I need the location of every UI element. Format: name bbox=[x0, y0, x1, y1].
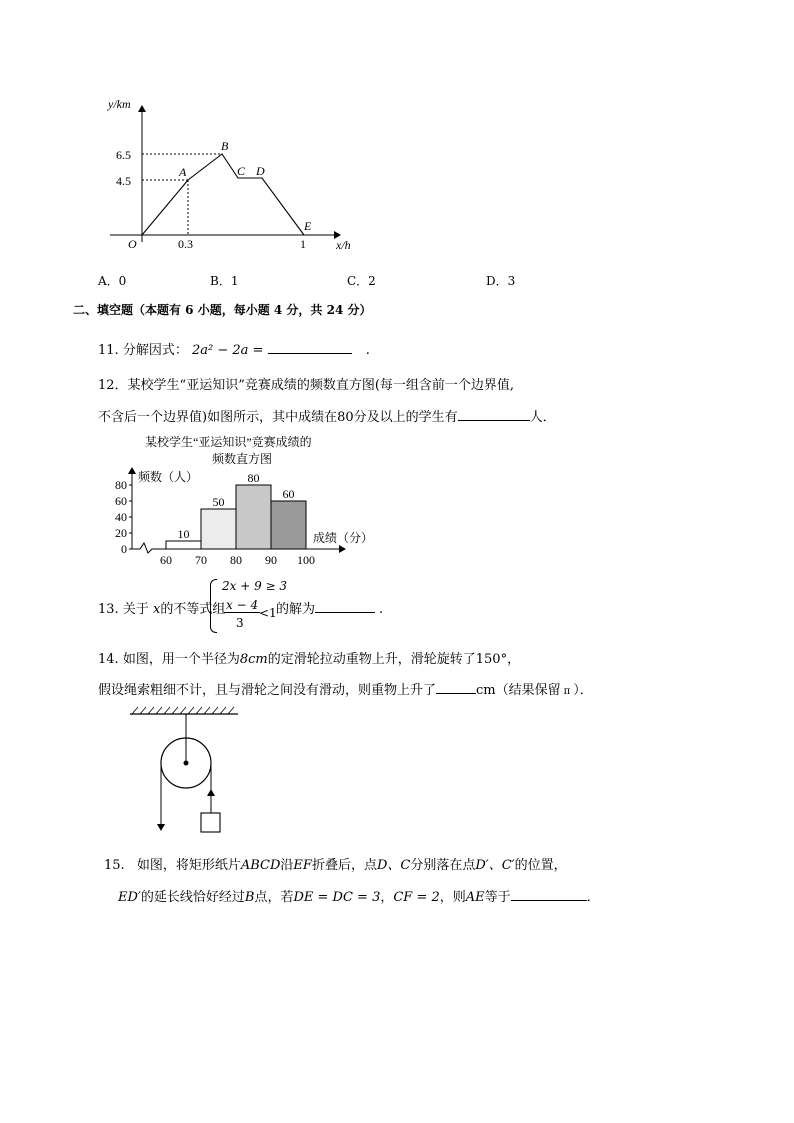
bar-value-label: 80 bbox=[247, 471, 260, 485]
option-b: B．1 bbox=[210, 274, 239, 288]
point-c-label: C bbox=[237, 164, 246, 178]
q14-text1e: ， bbox=[507, 652, 521, 667]
bar-60-70 bbox=[166, 541, 201, 549]
pulley-axle bbox=[184, 761, 189, 766]
q15-rect: ABCD bbox=[240, 858, 281, 873]
x-tick-label: 80 bbox=[230, 553, 242, 567]
weight-block bbox=[201, 813, 220, 832]
q15-cf: CF = 2 bbox=[393, 890, 440, 905]
bar-90-100 bbox=[271, 501, 306, 549]
bar-value-label: 60 bbox=[282, 487, 295, 501]
x-tick-0.3: 0.3 bbox=[178, 237, 193, 251]
q15-answer-blank[interactable] bbox=[511, 900, 587, 901]
q15-comma: ， bbox=[380, 890, 394, 905]
option-a: A．0 bbox=[98, 274, 127, 288]
y-tick-label: 40 bbox=[115, 510, 127, 524]
x-tick-1: 1 bbox=[300, 237, 306, 251]
y-tick-4.5: 4.5 bbox=[116, 174, 131, 188]
chart-title: 某校学生“亚运知识”竞赛成绩的 bbox=[145, 435, 312, 449]
fraction-numerator: x − 4 bbox=[226, 598, 259, 612]
q13-tail bbox=[276, 598, 383, 617]
q12-answer-blank[interactable] bbox=[458, 420, 530, 421]
y-tick-label: 60 bbox=[115, 494, 127, 508]
ceiling-hatching bbox=[132, 707, 234, 714]
q13-text3: 的解为 bbox=[276, 602, 316, 617]
q13-text2: 的不等式组 bbox=[160, 602, 226, 617]
chart-subtitle: 频数直方图 bbox=[212, 452, 273, 466]
brace bbox=[210, 579, 217, 633]
point-a-label: A bbox=[179, 165, 187, 179]
origin-label: O bbox=[128, 237, 137, 251]
y-tick-label: 0 bbox=[121, 542, 127, 556]
q11-answer-blank[interactable] bbox=[268, 353, 352, 354]
q15-text2d: 点，若 bbox=[254, 890, 294, 905]
q12-text1: 某校学生“亚运知识”竞赛成绩的频数直方图(每一组含前一个边界值, bbox=[127, 378, 515, 393]
q12-number: 12． bbox=[98, 378, 128, 393]
q14-text2a: 假设绳索粗细不计，且与滑轮之间没有滑动，则重物上升了 bbox=[98, 683, 437, 698]
route-line bbox=[142, 154, 304, 235]
distance-time-graph bbox=[100, 92, 370, 252]
x-tick-label: 100 bbox=[297, 553, 315, 567]
bar-80-90 bbox=[236, 485, 271, 549]
frequency-histogram bbox=[100, 432, 390, 572]
q12-line1 bbox=[98, 374, 514, 393]
q11-number: 11. bbox=[98, 343, 119, 358]
y-tick-label: 80 bbox=[115, 478, 127, 492]
q15-line2 bbox=[118, 886, 600, 905]
q14-text1c: 的定滑轮拉动重物上升，滑轮旋转了 bbox=[267, 652, 476, 667]
q13-end: . bbox=[379, 602, 384, 617]
q13-variable: x bbox=[152, 602, 161, 617]
q13-answer-blank[interactable] bbox=[315, 612, 375, 613]
q13-text1: 关于 bbox=[122, 602, 149, 617]
q11-end: . bbox=[365, 343, 370, 358]
q13-line bbox=[98, 598, 225, 617]
x-tick-label: 70 bbox=[195, 553, 207, 567]
q14-radius: 8cm bbox=[239, 652, 268, 667]
q15-line1 bbox=[104, 854, 567, 873]
inequality-1: 2x + 9 ≥ 3 bbox=[222, 579, 288, 593]
section-heading: 二、填空题（本题有 6 小题，每小题 4 分，共 24 分） bbox=[73, 303, 372, 317]
q14-number: 14. bbox=[98, 652, 119, 667]
pulley-figure bbox=[120, 702, 250, 840]
q15-end: ． bbox=[586, 890, 600, 905]
q12-text2d: 人． bbox=[529, 410, 556, 425]
bar-value-label: 50 bbox=[212, 495, 225, 509]
q14-text1a: 如图，用一个半径为 bbox=[122, 652, 240, 667]
x-axis-title: 成绩（分） bbox=[313, 531, 374, 545]
option-c: C．2 bbox=[347, 274, 376, 288]
point-d-label: D bbox=[256, 164, 265, 178]
bar-value-label: 10 bbox=[177, 527, 190, 541]
y-axis-label: y/km bbox=[108, 97, 131, 111]
x-axis-label: x/h bbox=[336, 238, 351, 252]
q14-line1 bbox=[98, 648, 520, 667]
bar-70-80 bbox=[201, 509, 236, 549]
q11-expression: 2a² − 2a = bbox=[191, 343, 264, 358]
q15-text1d: 的位置， bbox=[514, 858, 567, 873]
q15-de-dc: DE = DC = 3 bbox=[293, 890, 381, 905]
q12-text2a: 不含后一个边界值)如图所示，其中成绩在 bbox=[98, 410, 338, 425]
fraction-denominator: 3 bbox=[236, 616, 244, 630]
q15-text2b: 的延长线恰好经过 bbox=[140, 890, 245, 905]
axis-break bbox=[132, 543, 158, 553]
q14-line2 bbox=[98, 679, 593, 698]
q15-text1c: 分别落在点 bbox=[410, 858, 476, 873]
y-tick-label: 20 bbox=[115, 526, 127, 540]
q15-primed-points: D′、C′ bbox=[475, 858, 515, 873]
q15-along: 沿 bbox=[280, 858, 294, 873]
q15-points: D、C bbox=[376, 858, 411, 873]
q15-number: 15. bbox=[104, 858, 125, 873]
question-11 bbox=[98, 339, 370, 358]
q15-point-b: B bbox=[244, 890, 255, 905]
point-b-label: B bbox=[221, 139, 229, 153]
q14-pi: π bbox=[563, 686, 571, 697]
q14-answer-blank[interactable] bbox=[436, 693, 476, 694]
option-d: D．3 bbox=[486, 274, 516, 288]
q12-text2b: 80 bbox=[337, 410, 354, 425]
q15-text1b: 折叠后，点 bbox=[311, 858, 377, 873]
q14-angle: 150° bbox=[475, 652, 508, 667]
x-tick-label: 90 bbox=[265, 553, 277, 567]
y-tick-6.5: 6.5 bbox=[116, 148, 131, 162]
q15-ed-prime: ED′ bbox=[118, 890, 141, 905]
point-e-label: E bbox=[304, 219, 312, 233]
fraction-relation: <1 bbox=[259, 606, 277, 620]
q12-text2c: 分及以上的学生有 bbox=[353, 410, 458, 425]
y-axis-title: 频数（人） bbox=[138, 470, 199, 484]
q15-text2j: 等于 bbox=[484, 890, 511, 905]
q14-text2b: cm（结果保留 bbox=[476, 683, 561, 698]
q14-text2d: ）． bbox=[573, 683, 593, 698]
q13-number: 13. bbox=[98, 602, 119, 617]
q15-ef: EF bbox=[293, 858, 312, 873]
q11-text: 分解因式： bbox=[122, 343, 188, 358]
q12-line2 bbox=[98, 406, 556, 425]
q15-text2h: ，则 bbox=[439, 890, 466, 905]
x-tick-label: 60 bbox=[160, 553, 172, 567]
q15-text1: 如图，将矩形纸片 bbox=[136, 858, 241, 873]
q15-ae: AE bbox=[465, 890, 485, 905]
